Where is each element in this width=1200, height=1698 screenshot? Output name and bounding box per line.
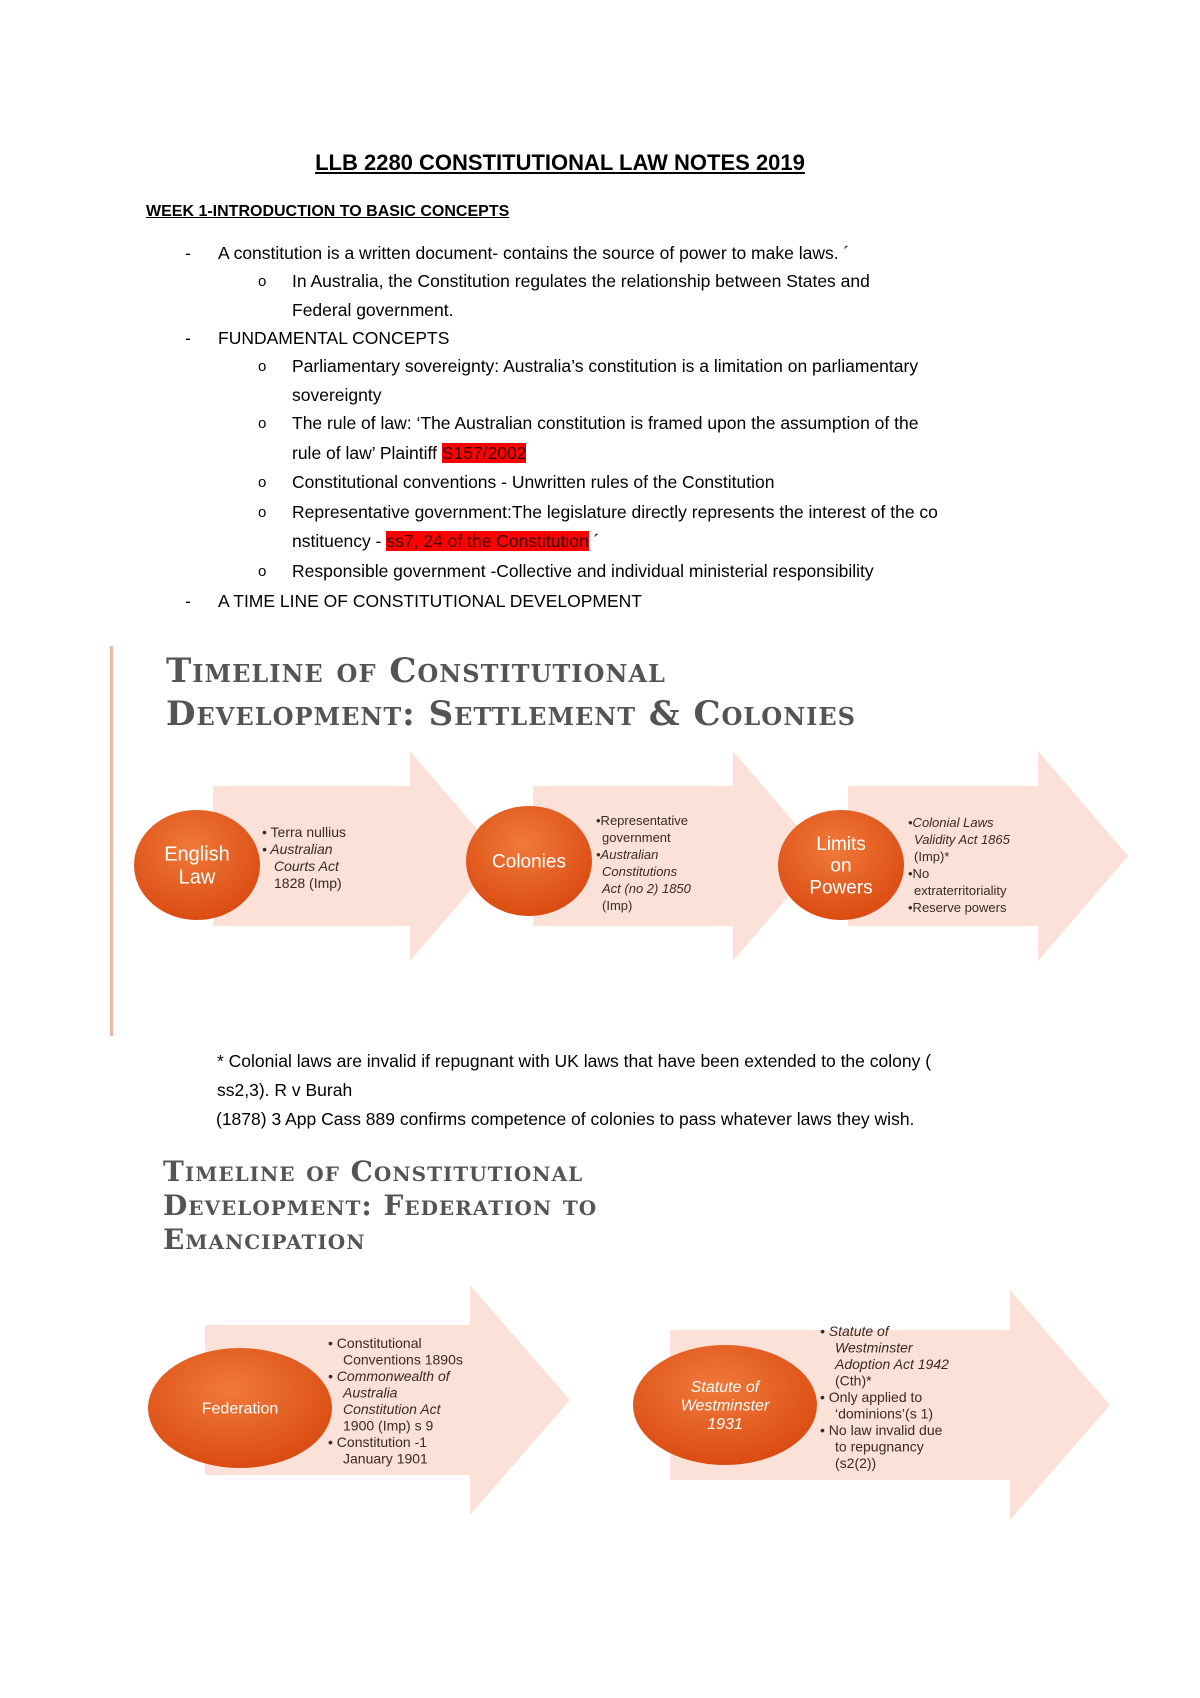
case-highlight: S157/2002 [441, 443, 527, 463]
stage-label: English [164, 843, 230, 866]
stage-bullet: Westminster [835, 1339, 913, 1356]
document-title: LLB 2280 CONSTITUTIONAL LAW NOTES 2019 [315, 150, 805, 175]
stage-bullet: Constitution Act [343, 1401, 441, 1417]
list-item: FUNDAMENTAL CONCEPTS [218, 328, 450, 348]
list-bullet: o [258, 273, 267, 290]
stage-bullet: 1828 (Imp) [274, 875, 342, 891]
slide-title-line: Timeline of Constitutional [166, 651, 666, 691]
timeline-slide-settlement [110, 646, 1128, 1036]
stage-bullet: to repugnancy [835, 1438, 924, 1455]
slide-title-line: Timeline of Constitutional [163, 1155, 584, 1188]
sub-item: The rule of law: ‘The Australian constitution is framed upon the assumption of the [292, 413, 919, 433]
stage-label: Statute of [690, 1379, 760, 1397]
week-heading: WEEK 1-INTRODUCTION TO BASIC CONCEPTS [146, 203, 510, 220]
section-highlight: ss7, 24 of the Constitution [386, 531, 589, 551]
footnote [217, 1047, 931, 1134]
stage-bullet: • Statute of [820, 1323, 889, 1339]
timeline-slide-federation [110, 1155, 1125, 1575]
stage-bullet: Australia [343, 1384, 398, 1401]
stage-label: 1931 [707, 1416, 743, 1433]
list-dash: - [185, 591, 191, 611]
stage-label: Limits [816, 833, 866, 855]
timeline-diagram [110, 1155, 1125, 1575]
stage-bullet: Courts Act [274, 858, 339, 874]
stage-bullet: (Imp)* [914, 849, 950, 864]
list-bullet: o [258, 504, 267, 521]
stage-bullet: • Terra nullius [262, 824, 347, 840]
timeline-diagram [113, 646, 1128, 1036]
stage-bullet: ‘dominions’(s 1) [835, 1405, 934, 1422]
list-dash: - [185, 243, 191, 263]
stage-bullet: • Constitutional [328, 1335, 422, 1351]
stage-bullet: government [602, 830, 671, 845]
sub-item: Responsible government -Collective and individual ministerial responsibility [292, 561, 874, 581]
list-bullet: o [258, 563, 267, 580]
sub-item: Representative government:The legislature directly represents the interest of the co [292, 502, 938, 522]
stage-bullet: January 1901 [343, 1450, 428, 1467]
stage-label: on [830, 855, 852, 877]
stage-bullet: extraterritoriality [914, 883, 1007, 898]
sub-item-continued [292, 531, 599, 552]
slide-title-line: Emancipation [163, 1223, 366, 1257]
stage-bullet: (s2(2)) [835, 1455, 877, 1471]
sub-item-continued: sovereignty [292, 385, 382, 405]
list-bullet: o [258, 415, 267, 432]
sub-item: Constitutional conventions - Unwritten rules of the Constitution [292, 472, 775, 492]
stage-bullet: 1900 (Imp) s 9 [343, 1417, 434, 1434]
sub-item-text: nstituency - [292, 531, 387, 551]
stage-bullet: • Commonwealth of [328, 1368, 450, 1384]
slide-title-line: Development: Federation to [163, 1189, 598, 1223]
sub-item: Parliamentary sovereignty: Australia’s constitution is a limitation on parliamentary [292, 356, 919, 376]
stage-label: Westminster [680, 1397, 770, 1415]
stage-bullet: (Imp) [602, 898, 633, 913]
stage-bullet: • No law invalid due [820, 1422, 943, 1438]
footnote-line: ss2,3). R v Burah [217, 1080, 353, 1100]
list-bullet: o [258, 358, 267, 375]
stage-label: Law [178, 866, 216, 889]
stage-bullet: •No [908, 866, 930, 881]
stage-label: Powers [809, 877, 873, 899]
list-item: A constitution is a written document- contains the source of power to make laws. ´ [218, 243, 850, 263]
list-dash: - [185, 328, 191, 348]
stage-bullet: (Cth)* [835, 1372, 872, 1389]
stage-bullet: Act (no 2) 1850 [602, 881, 691, 896]
list-bullet: o [258, 474, 267, 491]
stage-bullet: • Australian [262, 841, 333, 857]
stage-bullet: • Only applied to [820, 1389, 923, 1405]
stage-bullet: •Australian [596, 847, 659, 862]
slide-title-line: Development: Settlement & Colonies [166, 693, 857, 734]
sub-item-tail: ´ [588, 531, 600, 551]
sub-item-text: rule of law’ Plaintiff [292, 443, 442, 463]
stage-bullet: Validity Act 1865 [914, 832, 1010, 847]
stage-bullet: •Representative [596, 813, 688, 828]
stage-bullet: • Constitution -1 [328, 1434, 428, 1450]
stage-bullet: Constitutions [602, 864, 678, 879]
footnote-line: * Colonial laws are invalid if repugnant with UK laws that have been extended to the colony ( [217, 1051, 932, 1071]
stage-bullet: •Reserve powers [908, 900, 1007, 915]
sub-item: In Australia, the Constitution regulates the relationship between States and [292, 271, 870, 291]
stage-bullet: Conventions 1890s [343, 1351, 463, 1368]
stage-label: Federation [201, 1400, 279, 1418]
stage-bullet: •Colonial Laws [908, 815, 994, 830]
sub-item-continued [292, 443, 526, 464]
footnote-line: (1878) 3 App Cass 889 confirms competence of colonies to pass whatever laws they wish. [216, 1109, 915, 1129]
stage-label: Colonies [492, 851, 566, 873]
sub-item-continued: Federal government. [292, 300, 454, 320]
stage-bullet: Adoption Act 1942 [835, 1356, 949, 1372]
list-item: A TIME LINE OF CONSTITUTIONAL DEVELOPMENT [218, 591, 642, 611]
